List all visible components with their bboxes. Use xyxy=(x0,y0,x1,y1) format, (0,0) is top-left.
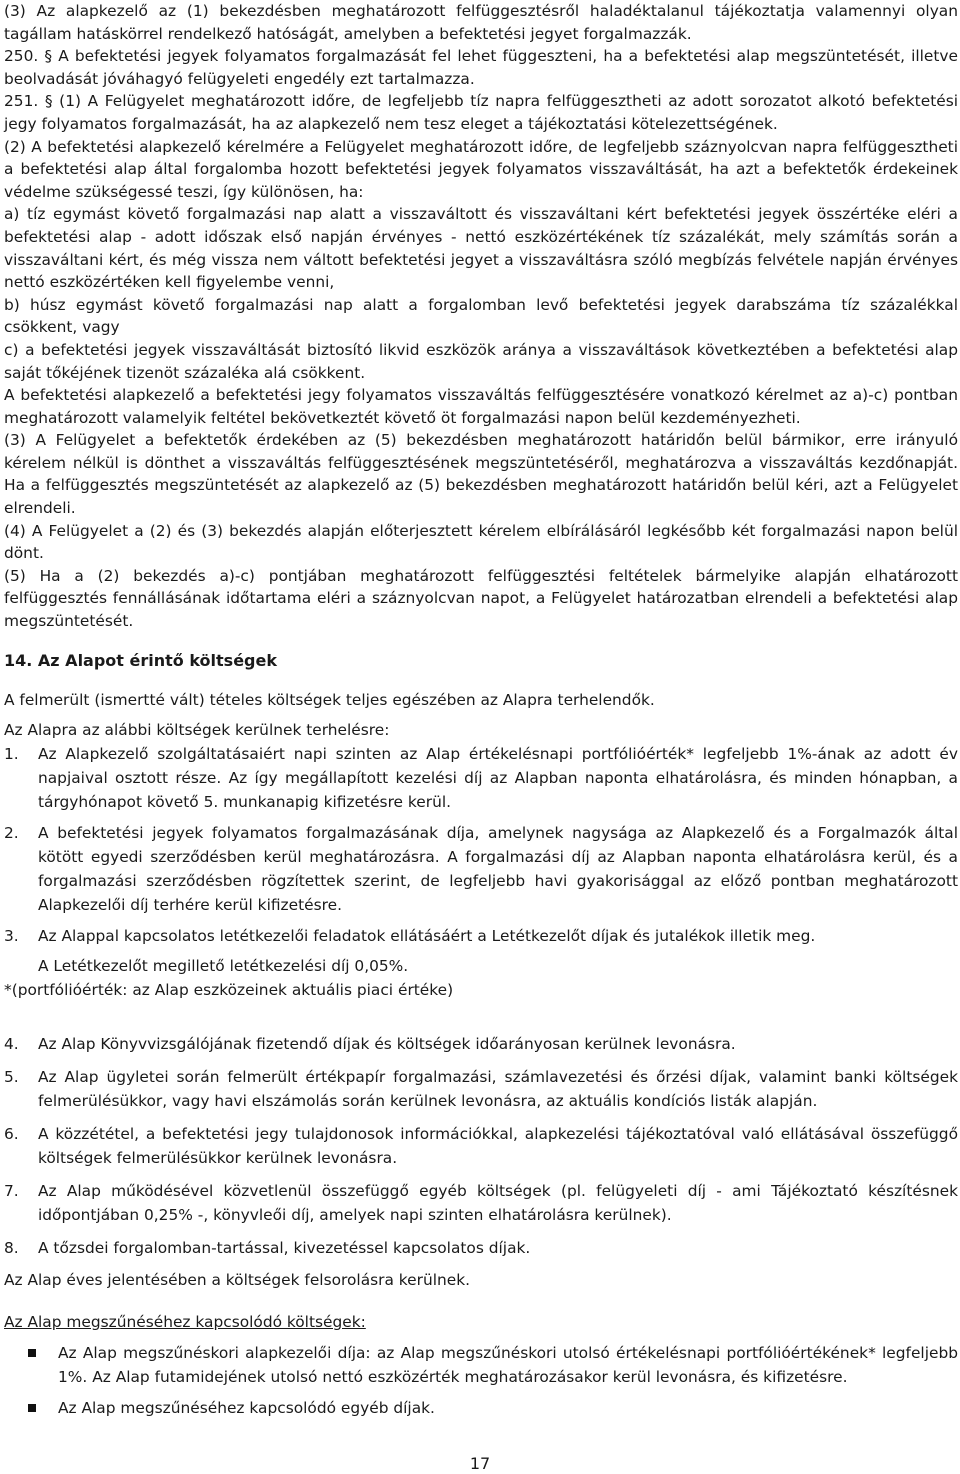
item-number: 1. xyxy=(4,744,19,763)
item-text: A befektetési jegyek folyamatos forgalmazásának díja, amelynek nagysága az Alapkezelő és a Forgalmazók által kötött egyedi szerződésben kerül meghatározásra. A forgalmazási díj az Alapban naponta elhatárolásra kerül, és a forgalmazási szerződésben rögzítettek szerint, de legfeljebb havi gyakorisággal az előző pontban meghatározott Alapkezelői díj terhére kerül kifizetésre. xyxy=(38,823,958,914)
item-text: Az Alap működésével közvetlenül összefüggő egyéb költségek (pl. felügyeleti díj - ami Tájékoztató készítésnek időpontjában 0,25% -, könyvleői díj, amelyek napi szinten elhatárolásra kerülnek). xyxy=(38,1181,958,1224)
paragraph-250: 250. § A befektetési jegyek folyamatos forgalmazását fel lehet függeszteni, ha a befektetési alap megszüntetését, illetve beolvadását jóváhagyó felügyeleti engedély ezt tartalmazza. xyxy=(4,47,958,88)
bullet-text: Az Alap megszűnéskori alapkezelői díja: az Alap megszűnéskori utolsó értékelésnapi portfólióértékének* legfeljebb 1%. Az Alap futamidejének utolsó nettó eszközérték meghatározásakor kerül levonásra, és kifizetésre. xyxy=(58,1343,958,1386)
square-bullet-icon xyxy=(28,1404,36,1412)
item-extra-text: A Letétkezelőt megillető letétkezelési díj 0,05%. xyxy=(38,956,409,975)
item-number: 6. xyxy=(4,1124,19,1143)
item-number: 7. xyxy=(4,1181,19,1200)
item-text: Az Alap ügyletei során felmerült értékpapír forgalmazási, számlavezetési és őrzési díjak, valamint banki költségek felmerülésükkor, vagy havi elszámolás során kerülnek levonásra, az aktuális kondíciós listák alapján. xyxy=(38,1067,958,1110)
paragraph-point-a: a) tíz egymást követő forgalmazási nap alatt a visszaváltott és visszaváltani kért befektetési jegyek összértéke eléri a befektetési alap - adott időszak első napján érvényes - nettó eszközértékének tíz százalékát, mely számítás során a visszaváltani kért, és még vissza nem váltott befektetési jegyet a visszaváltásra szóló megbízás felvétele napján érvényes nettó eszközértéken kell figyelembe venni, xyxy=(4,205,958,292)
item-number: 4. xyxy=(4,1034,19,1053)
list-item xyxy=(4,924,958,978)
item-number: 5. xyxy=(4,1067,19,1086)
section-title: 14. Az Alapot érintő költségek xyxy=(4,650,277,670)
list-item xyxy=(4,1065,958,1113)
list-item xyxy=(4,821,958,917)
section-intro xyxy=(4,688,958,742)
paragraph-251-4: (4) A Felügyelet a (2) és (3) bekezdés alapján előterjesztett kérelem elbírálásáról legkésőbb két forgalmazási napon belül dönt. xyxy=(4,521,958,563)
list-item xyxy=(4,1122,958,1170)
annual-report-note: Az Alap éves jelentésében a költségek felsorolásra kerülnek. xyxy=(4,1270,471,1289)
item-number: 3. xyxy=(4,926,19,945)
item-number: 8. xyxy=(4,1238,19,1257)
item-text: Az Alap Könyvvizsgálójának fizetendő díjak és költségek időarányosan kerülnek levonásra. xyxy=(38,1034,736,1053)
legal-text-block xyxy=(4,0,958,633)
list-item xyxy=(4,1236,958,1260)
item-text: A tőzsdei forgalomban-tartással, kivezetéssel kapcsolatos díjak. xyxy=(38,1238,531,1257)
intro-line-2: Az Alapra az alábbi költségek kerülnek terhelésre: xyxy=(4,720,390,739)
bullet-item xyxy=(4,1341,958,1389)
paragraph-251-3: (3) A Felügyelet a befektetők érdekében az (5) bekezdésben meghatározott határidőn belül bármikor, erre irányuló kérelem nélkül is dönthet a visszaváltás felfüggesztésének megszüntetéséről, meghatározva a visszaváltás kezdőnapját. Ha a felfüggesztés megszüntetését az alapkezelő az (5) bekezdésben meghatározott határidőn belül kéri, azt a Felügyelet elrendeli. xyxy=(4,431,958,518)
list-item xyxy=(4,1179,958,1227)
paragraph-251-1: 251. § (1) A Felügyelet meghatározott időre, de legfeljebb tíz napra felfüggesztheti az adott sorozatot alkotó befektetési jegy folyamatos forgalmazását, ha az alapkezelő nem tesz eleget a tájékoztatási kötelezettségének. xyxy=(4,92,958,133)
square-bullet-icon xyxy=(28,1349,36,1357)
list-item xyxy=(4,1032,958,1056)
bullet-text: Az Alap megszűnéséhez kapcsolódó egyéb díjak. xyxy=(58,1398,435,1417)
cost-list-b xyxy=(4,1032,958,1260)
paragraph-251-2: (2) A befektetési alapkezelő kérelmére a Felügyelet meghatározott időre, de legfeljebb száznyolcvan napra felfüggesztheti a befektetési alap által forgalomba hozott befektetési jegyek folyamatos visszaváltását, ha azt a befektetők érdekeinek védelme szükségessé teszi, így különösen, ha: xyxy=(4,137,958,201)
document-page xyxy=(4,0,958,1420)
page-number: 17 xyxy=(469,1454,491,1473)
paragraph-point-b: b) húsz egymást követő forgalmazási nap alatt a forgalomban levő befektetési jegyek darabszáma tíz százalékkal csökkent, vagy xyxy=(4,295,958,337)
termination-costs-heading: Az Alap megszűnéséhez kapcsolódó költségek: xyxy=(4,1312,366,1331)
list-item xyxy=(4,742,958,814)
cost-list-a xyxy=(4,742,958,978)
paragraph-point-c: c) a befektetési jegyek visszaváltását biztosító likvid eszközök aránya a visszaváltások következtében a befektetési alap saját tőkéjének tizenöt százaléka alá csökkent. xyxy=(4,340,958,382)
termination-cost-list xyxy=(4,1341,958,1420)
item-text: Az Alappal kapcsolatos letétkezelői feladatok ellátásáért a Letétkezelőt díjak és jutalékok illetik meg. xyxy=(38,926,816,945)
paragraph-request: A befektetési alapkezelő a befektetési jegy folyamatos visszaváltás felfüggesztésére vonatkozó kérelmet az a)-c) pontban meghatározott valamelyik feltétel bekövetkeztét követő öt forgalmazási napon belül kezdeményezheti. xyxy=(4,386,958,427)
bullet-item xyxy=(4,1396,958,1420)
item-number: 2. xyxy=(4,823,19,842)
item-text: Az Alapkezelő szolgáltatásaiért napi szinten az Alap értékelésnapi portfólióérték* legfeljebb 1%-ának az adott év napjaival osztott része. Az így megállapított kezelési díj az Alapban naponta elhatárolásra, és minden hónapban, a tárgyhónapot követő 5. munkanapig kifizetésre kerül. xyxy=(38,744,958,811)
footnote: *(portfólióérték: az Alap eszközeinek aktuális piaci értéke) xyxy=(4,980,454,999)
paragraph-3: (3) Az alapkezelő az (1) bekezdésben meghatározott felfüggesztésről haladéktalanul tájékoztatja valamennyi olyan tagállam hatáskörrel rendelkező hatóságát, amelyben a befektetési jegyet forgalmazzák. xyxy=(4,2,958,43)
item-text: A közzététel, a befektetési jegy tulajdonosok információkkal, alapkezelési tájékoztatóval való ellátásával összefüggő költségek felmerülésükkor kerülnek levonásra. xyxy=(38,1124,958,1167)
intro-line-1: A felmerült (ismertté vált) tételes költségek teljes egészében az Alapra terhelendők. xyxy=(4,690,655,709)
paragraph-251-5: (5) Ha a (2) bekezdés a)-c) pontjában meghatározott felfüggesztési feltételek bármelyike alapján elhatározott felfüggesztés fennállásának időtartama eléri a száznyolcvan napot, a Felügyelet határozatban elrendeli a befektetési alap megszüntetését. xyxy=(4,566,958,631)
